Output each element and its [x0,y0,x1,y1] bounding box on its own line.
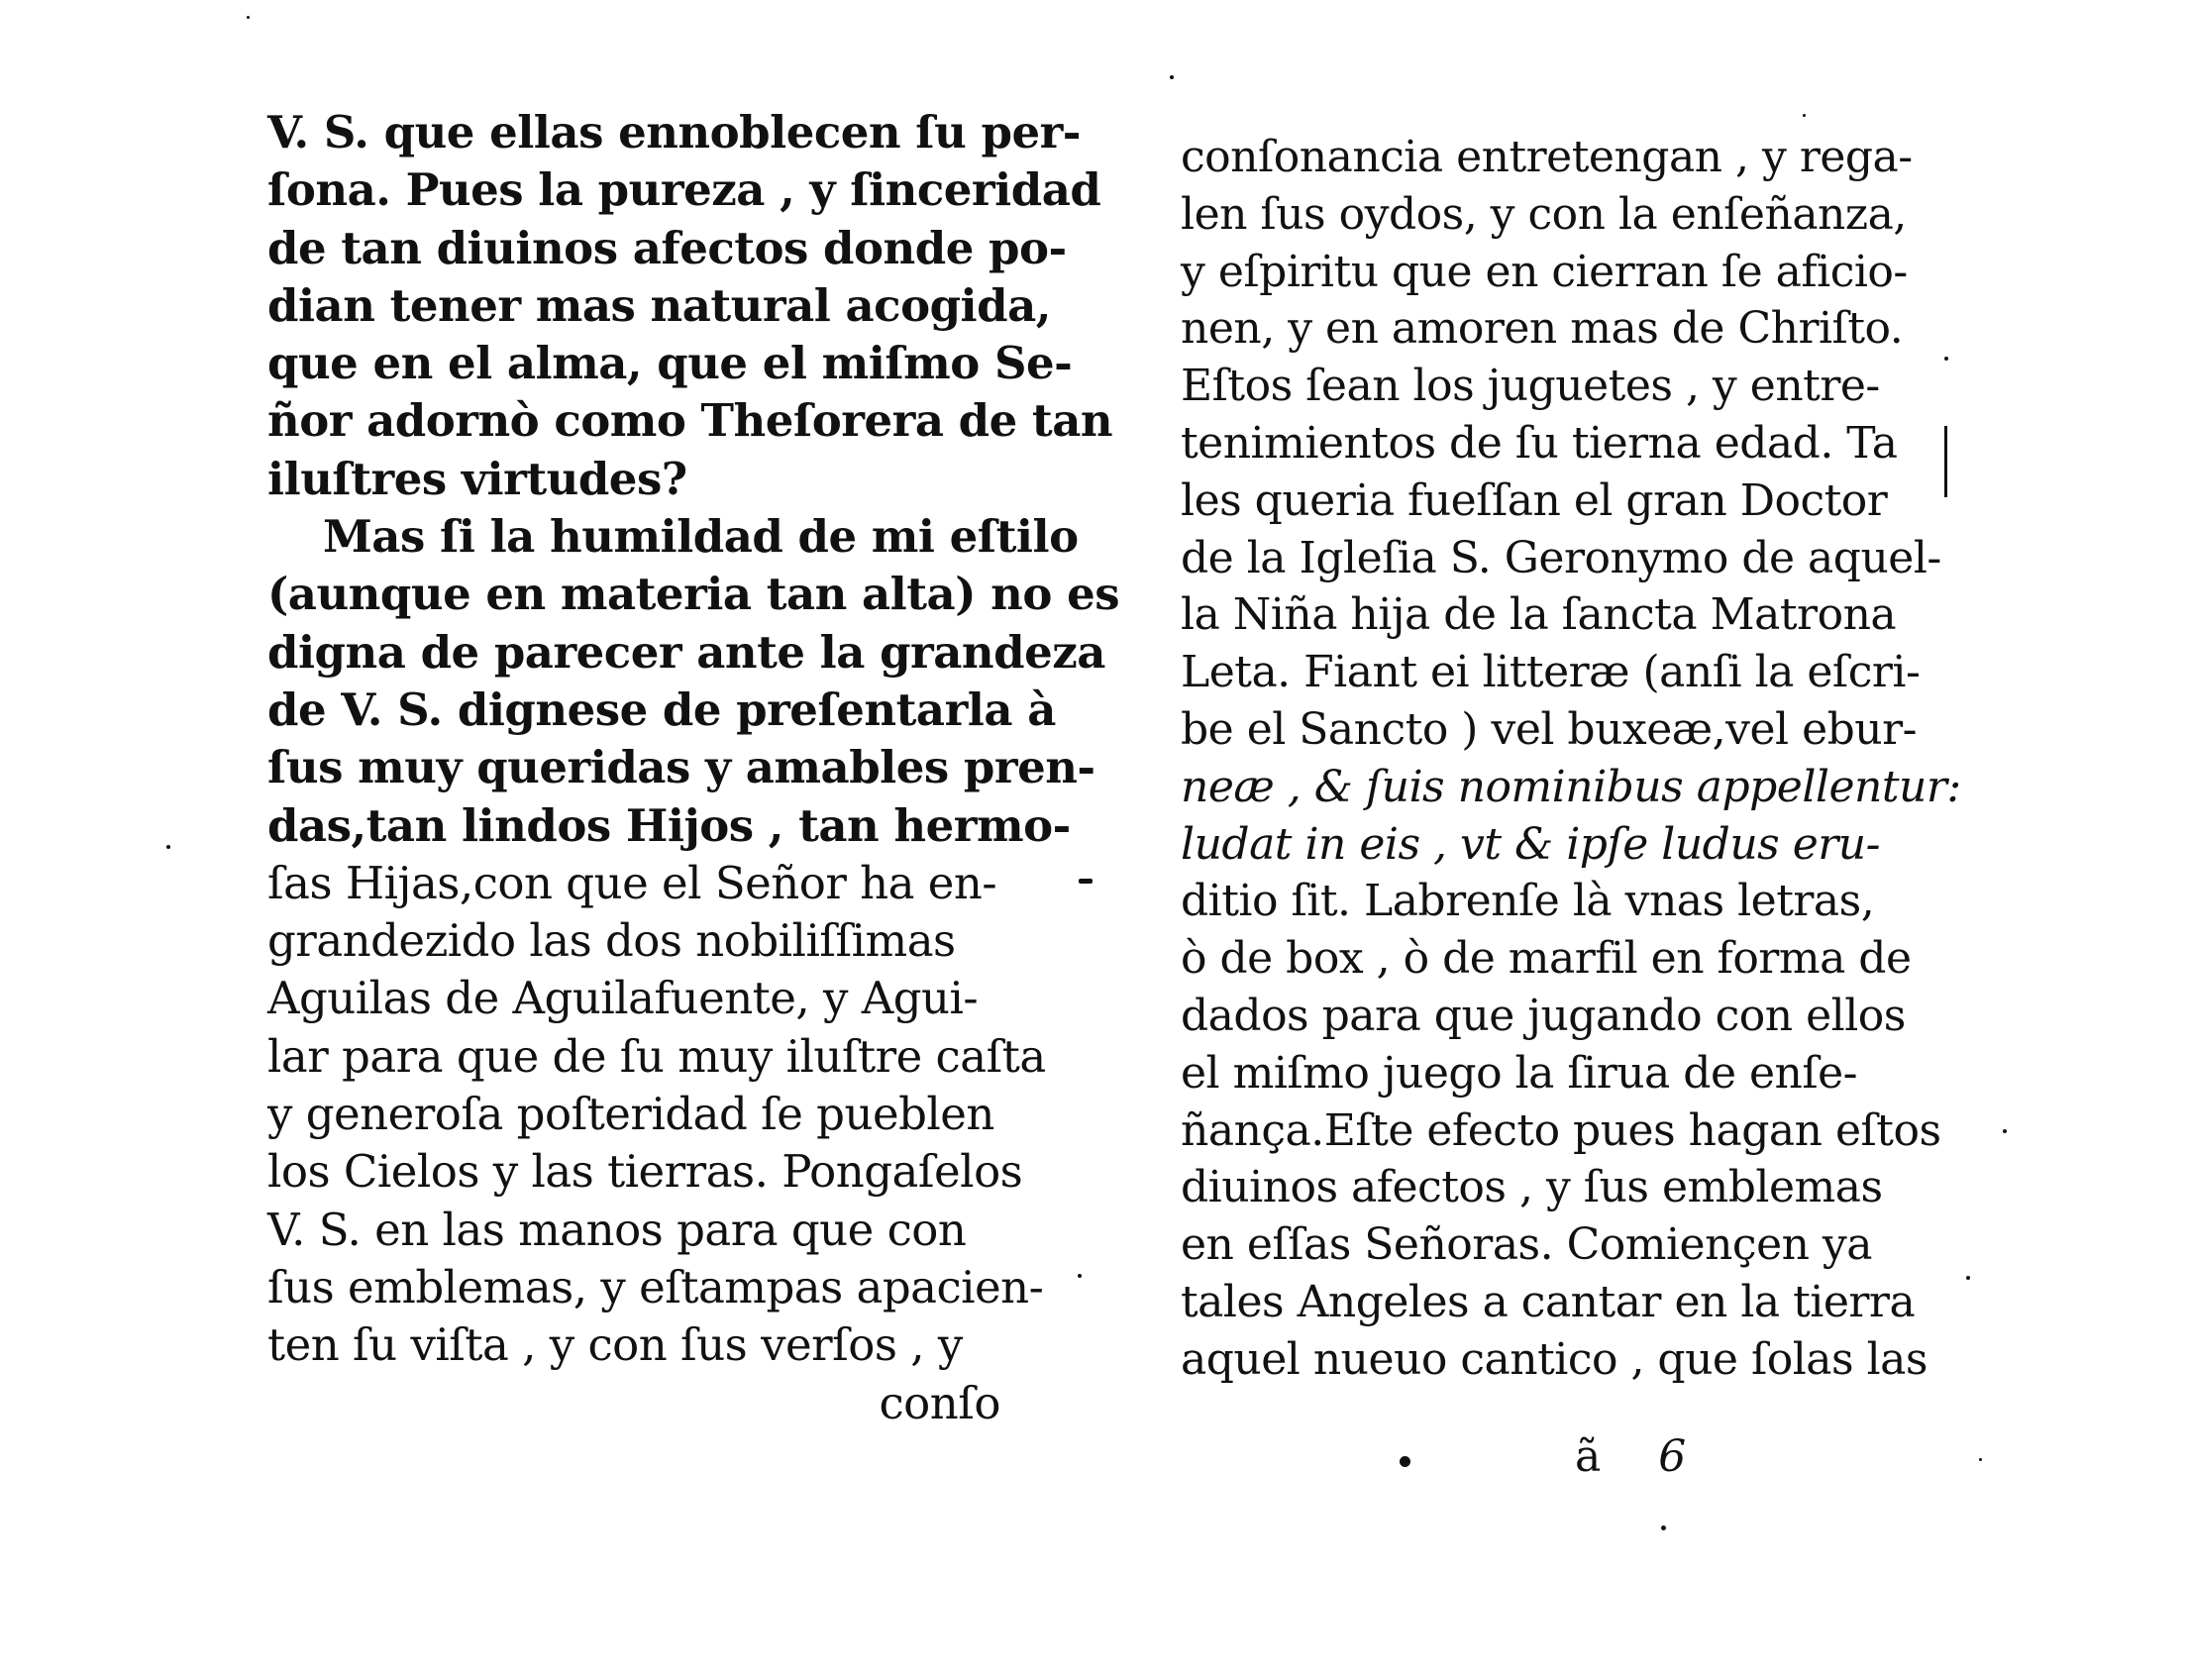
ink-speck [1661,1525,1666,1530]
text-line: ò de box , ò de marfil en forma de [1181,933,1912,985]
page-footer [1575,1431,1686,1482]
ink-speck [166,845,170,849]
text-line: y generoſa poſteridad ſe pueblen [267,1088,994,1141]
text-line: en eſſas Señoras. Comiençen ya [1181,1219,1873,1271]
text-line: grandezido las dos nobiliſſimas [267,914,956,968]
ink-speck [247,16,250,19]
text-line: el miſmo juego la ſirua de enſe- [1181,1047,1858,1099]
text-line: neæ , & ſuis nominibus appellentur: [1181,761,1961,812]
text-line: de la Igleſia S. Geronymo de aquel- [1181,532,1941,583]
ink-speck [1079,879,1093,884]
text-line: la Niña hija de la ſancta Matrona [1181,589,1897,641]
text-line: los Cielos y las tierras. Pongaſelos [267,1145,1023,1199]
catchword: conſo [879,1376,1000,1429]
text-line: ñança.Eſte efecto pues hagan eſtos [1181,1104,1941,1156]
text-line: Leta. Fiant ei litteræ (anſi la eſcri- [1181,647,1921,698]
text-line: ſus emblemas, y eſtampas apacien- [267,1260,1044,1313]
text-line: ſona. Pues la pureza , y ſinceridad [267,163,1101,217]
text-line: dados para que jugando con ellos [1181,990,1906,1041]
text-line: ditio ſit. Labrenſe là vnas letras, [1181,876,1875,927]
text-line: ſus muy queridas y amables pren- [267,741,1095,794]
text-line: conſonancia entretengan , y rega- [1181,132,1913,182]
ink-speck [1944,357,1948,361]
ink-speck [2003,1129,2007,1133]
text-line: que en el alma, que el miſmo Se- [267,337,1073,390]
text-line: iluſtres virtudes? [267,452,687,505]
text-line: dian tener mas natural acogida, [267,278,1051,332]
text-line: ñor adornò como Theſorera de tan [267,394,1113,448]
text-line: Mas ſi la humildad de mi eſtilo [323,510,1079,564]
text-line: das,tan lindos Hijos , tan hermo- [267,798,1071,852]
signature-mark: ã [1575,1431,1602,1482]
ink-speck [1803,114,1806,117]
text-line: y eſpiritu que en cierran ſe aficio- [1181,246,1908,297]
ink-speck [1078,1274,1082,1278]
text-line: (aunque en materia tan alta) no es [267,568,1120,621]
ink-speck [1966,1276,1970,1280]
text-line: diuinos afectos , y ſus emblemas [1181,1162,1883,1213]
margin-mark [1944,426,1947,497]
text-line: V. S. que ellas ennoblecen ſu per- [267,106,1081,158]
ink-speck [1170,75,1174,79]
text-line: ten ſu viſta , y con ſus verſos , y [267,1318,963,1372]
text-line: len ſus oydos, y con la enſeñanza, [1181,188,1907,240]
text-line: de V. S. dignese de preſentarla à [267,682,1056,736]
text-line: be el Sancto ) vel buxeæ,vel ebur- [1181,703,1918,755]
text-line: ſas Hijas,con que el Señor ha en- [267,856,997,909]
text-line: lar para que de ſu muy iluſtre caſta [267,1029,1046,1083]
right-page [1181,129,1961,1389]
text-line: V. S. en las manos para que con [267,1203,967,1256]
text-line: ludat in eis , vt & ipſe ludus eru- [1181,818,1881,870]
text-line: Eſtos ſean los juguetes , y entre- [1181,361,1880,412]
text-line: de tan diuinos afectos donde po- [267,221,1067,274]
page-number: 6 [1658,1431,1687,1482]
ink-speck [1979,1458,1982,1461]
text-line: nen, y en amoren mas de Chriſto. [1181,303,1904,355]
text-line: Aguilas de Aguilafuente, y Agui- [267,972,979,1025]
left-page [267,104,1120,1432]
text-line: tenimientos de ſu tierna edad. Ta [1181,417,1898,469]
ink-speck [1400,1456,1410,1467]
text-line: digna de parecer ante la grandeza [267,625,1105,679]
text-line: les queria fueſſan el gran Doctor [1181,474,1888,526]
text-line: tales Angeles a cantar en la tierra [1181,1276,1916,1327]
text-line: aquel nueuo cantico , que ſolas las [1181,1333,1928,1385]
